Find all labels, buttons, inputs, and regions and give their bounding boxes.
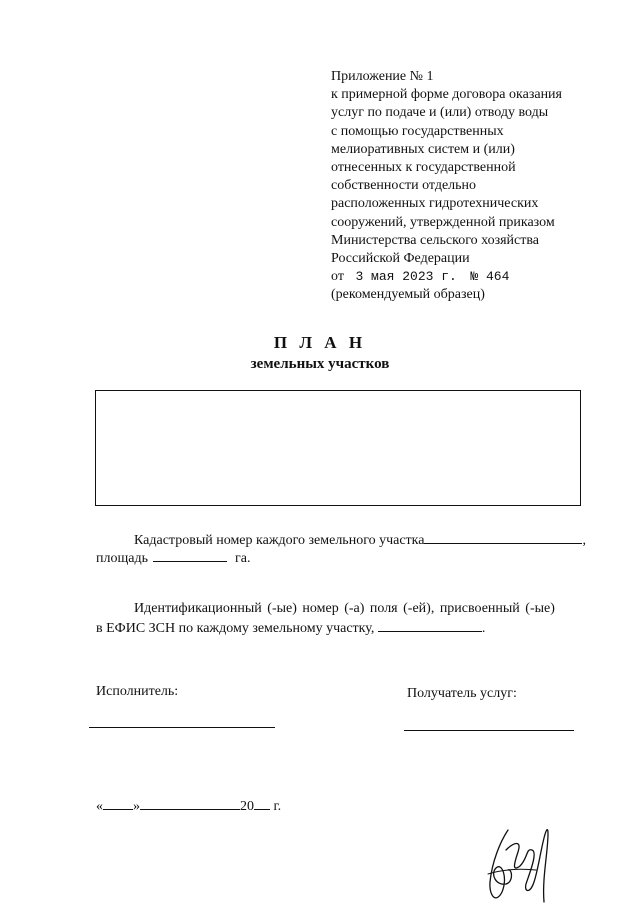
month-field[interactable] bbox=[140, 798, 240, 810]
close-quote: » bbox=[133, 799, 140, 814]
area-line bbox=[96, 550, 250, 567]
appendix-line: сооружений, утвержденной приказом bbox=[331, 214, 555, 230]
year-century: 20 bbox=[240, 799, 254, 814]
executor-signature-line[interactable] bbox=[89, 727, 275, 728]
year-field[interactable] bbox=[254, 798, 270, 810]
identification-text: в ЕФИС ЗСН по каждому земельному участку, bbox=[96, 621, 375, 636]
order-date: 3 мая 2023 г. bbox=[355, 269, 457, 285]
sample-note: (рекомендуемый образец) bbox=[331, 287, 485, 303]
appendix-line: отнесенных к государственной bbox=[331, 160, 516, 176]
area-label: площадь bbox=[96, 551, 148, 566]
document-title: П Л А Н bbox=[273, 333, 367, 352]
appendix-line: Приложение № 1 bbox=[331, 69, 434, 84]
recipient-label: Получатель услуг: bbox=[407, 686, 517, 701]
cadastral-label: Кадастровый номер каждого земельного участка bbox=[134, 533, 425, 548]
appendix-line: собственности отдельно bbox=[331, 178, 477, 194]
order-date-line bbox=[331, 268, 601, 286]
identification-period: . bbox=[481, 621, 486, 636]
appendix-line: Министерства сельского хозяйства bbox=[331, 232, 540, 248]
appendix-line: Российской Федерации bbox=[331, 251, 470, 267]
appendix-line: расположенных гидротехнических bbox=[331, 196, 539, 212]
date-prefix: от bbox=[331, 269, 344, 285]
field-id-field[interactable] bbox=[378, 620, 482, 632]
appendix-line: мелиоративных систем и (или) bbox=[331, 141, 515, 157]
handwritten-signature-icon bbox=[478, 812, 558, 912]
day-field[interactable] bbox=[103, 798, 133, 810]
date-line bbox=[96, 798, 281, 815]
cadastral-comma: , bbox=[582, 533, 586, 548]
area-field[interactable] bbox=[153, 550, 227, 562]
recipient-signature-line[interactable] bbox=[404, 730, 574, 731]
cadastral-line bbox=[134, 532, 586, 549]
appendix-line: с помощью государственных bbox=[331, 123, 504, 139]
plan-drawing-area bbox=[95, 390, 581, 506]
executor-label: Исполнитель: bbox=[96, 684, 179, 699]
identification-line-2 bbox=[96, 620, 485, 637]
appendix-block bbox=[331, 68, 601, 305]
year-suffix: г. bbox=[273, 799, 282, 814]
order-number: № 464 bbox=[470, 269, 510, 285]
appendix-line: к примерной форме договора оказания bbox=[331, 87, 562, 103]
open-quote: « bbox=[96, 799, 103, 814]
appendix-line: услуг по подаче и (или) отводу воды bbox=[331, 105, 549, 121]
document-subtitle: земельных участков bbox=[250, 356, 390, 372]
area-unit: га. bbox=[234, 551, 251, 566]
identification-line-1: Идентификационный (-ые) номер (-а) поля (-ей), присвоенный (-ые) bbox=[134, 601, 555, 616]
cadastral-number-field[interactable] bbox=[424, 532, 582, 544]
